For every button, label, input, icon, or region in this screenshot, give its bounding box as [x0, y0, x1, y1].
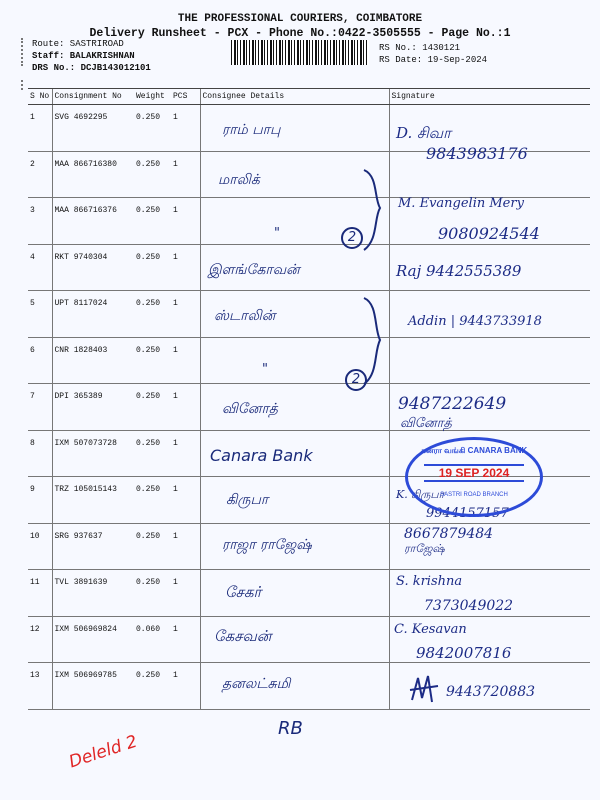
col-sno: S No: [28, 89, 52, 105]
consignment-no: UPT 8117024: [52, 291, 134, 338]
bracket-mark: [360, 168, 390, 252]
sno: 3: [28, 198, 52, 245]
rs-number: RS No.: 1430121: [379, 43, 461, 53]
pcs: 1: [171, 291, 200, 338]
handwritten-consignee: ஸ்டாலின்: [214, 308, 276, 324]
signature-phone: 9443720883: [446, 684, 536, 700]
ditto-mark: ": [274, 226, 280, 241]
weight: 0.250: [134, 151, 171, 198]
pcs: 1: [171, 105, 200, 152]
consignment-no: TVL 3891639: [52, 570, 134, 617]
handwritten-consignee: இளங்கோவன்: [208, 262, 300, 278]
consignment-no: MAA 866716380: [52, 151, 134, 198]
pcs: 1: [171, 663, 200, 710]
consignment-no: MAA 866716376: [52, 198, 134, 245]
stamp-bank-name: கனரா வங்கி CANARA BANK: [420, 446, 528, 455]
bracket-mark: [360, 296, 390, 386]
signature: S. krishna: [396, 574, 463, 589]
signature: D. சிவா: [396, 124, 451, 142]
bottom-initial: RB: [278, 718, 303, 739]
red-delivered-note: Deleld 2: [66, 731, 140, 773]
handwritten-consignee: வினோத்: [222, 401, 278, 417]
table-header: [28, 89, 590, 105]
weight: 0.250: [134, 663, 171, 710]
sno: 2: [28, 151, 52, 198]
sno: 5: [28, 291, 52, 338]
consignment-no: RKT 9740304: [52, 244, 134, 291]
weight: 0.250: [134, 244, 171, 291]
pcs: 1: [171, 430, 200, 477]
weight: 0.250: [134, 430, 171, 477]
col-pcs: PCS: [171, 89, 200, 105]
signature-phone: 9842007816: [416, 644, 512, 662]
handwritten-consignee: கேசவன்: [214, 627, 272, 645]
consignment-no: SVG 4692295: [52, 105, 134, 152]
handwritten-consignee: சேகர்: [225, 583, 262, 601]
route-label: Route: SASTRIROAD: [32, 39, 124, 49]
weight: 0.250: [134, 105, 171, 152]
sno: 8: [28, 430, 52, 477]
drs-number: DRS No.: DCJB143012101: [32, 63, 151, 73]
col-consignment: Consignment No: [52, 89, 134, 105]
table-row: [28, 337, 590, 384]
handwritten-consignee: மாலிக்: [218, 172, 260, 188]
weight: 0.250: [134, 291, 171, 338]
weight: 0.060: [134, 616, 171, 663]
circled-count: 2: [345, 369, 367, 391]
signature-scribble: [408, 672, 442, 706]
sno: 1: [28, 105, 52, 152]
ditto-mark: ": [262, 362, 268, 377]
pcs: 1: [171, 384, 200, 431]
company-title: THE PROFESSIONAL COURIERS, COIMBATORE: [177, 13, 423, 25]
pcs: 1: [171, 477, 200, 524]
consignment-no: DPI 365389: [52, 384, 134, 431]
signature: K. கிருபா: [396, 488, 445, 501]
consignment-no: IXM 506969785: [52, 663, 134, 710]
weight: 0.250: [134, 198, 171, 245]
consignment-no: CNR 1828403: [52, 337, 134, 384]
signature-phone: 9080924544: [438, 224, 540, 243]
handwritten-consignee: கிருபா: [226, 492, 269, 508]
signature-phone: 7373049022: [424, 598, 514, 614]
weight: 0.250: [134, 337, 171, 384]
consignment-no: IXM 506969824: [52, 616, 134, 663]
consignment-no: TRZ 105015143: [52, 477, 134, 524]
pcs: 1: [171, 244, 200, 291]
signature: C. Kesavan: [394, 622, 467, 637]
sno: 11: [28, 570, 52, 617]
signature-phone: 9843983176: [426, 144, 528, 163]
consignment-no: SRG 937637: [52, 523, 134, 570]
pcs: 1: [171, 616, 200, 663]
pcs: 1: [171, 198, 200, 245]
weight: 0.250: [134, 384, 171, 431]
handwritten-consignee: ராஜா ராஜேஷ்: [222, 537, 312, 553]
pcs: 1: [171, 151, 200, 198]
sno: 7: [28, 384, 52, 431]
col-signature: Signature: [389, 89, 590, 105]
handwritten-consignee: ராம் பாபு: [222, 122, 281, 138]
pcs: 1: [171, 337, 200, 384]
signature-phone: 9944157157: [426, 506, 509, 521]
weight: 0.250: [134, 523, 171, 570]
pcs: 1: [171, 570, 200, 617]
weight: 0.250: [134, 570, 171, 617]
signature-phone: 8667879484: [404, 526, 494, 542]
consignment-no: IXM 507073728: [52, 430, 134, 477]
rs-date: RS Date: 19-Sep-2024: [379, 55, 488, 65]
handwritten-consignee: Canara Bank: [210, 446, 313, 465]
signature: ராஜேஷ்: [404, 542, 445, 555]
sno: 4: [28, 244, 52, 291]
perforation: [21, 38, 27, 66]
runsheet-subtitle: Delivery Runsheet - PCX - Phone No.:0422-3505555 - Page No.:1: [89, 27, 511, 40]
signature-phone: Addin | 9443733918: [408, 314, 542, 329]
signature: M. Evangelin Mery: [398, 196, 524, 211]
stamp-date: 19 SEP 2024: [424, 464, 524, 482]
perforation: [21, 80, 27, 90]
barcode: [231, 40, 369, 65]
weight: 0.250: [134, 477, 171, 524]
signature-phone: Raj 9442555389: [396, 262, 522, 280]
signature-phone: 9487222649: [398, 394, 507, 414]
sno: 13: [28, 663, 52, 710]
circled-count: 2: [341, 227, 363, 249]
bank-stamp: [405, 437, 543, 517]
signature: வினோத்: [400, 416, 452, 431]
handwritten-consignee: தனலட்சுமி: [222, 676, 291, 692]
sno: 9: [28, 477, 52, 524]
col-consignee: Consignee Details: [200, 89, 389, 105]
col-weight: Weight: [134, 89, 171, 105]
sno: 6: [28, 337, 52, 384]
sno: 10: [28, 523, 52, 570]
stamp-branch: SASTRI ROAD BRANCH: [440, 492, 508, 498]
sno: 12: [28, 616, 52, 663]
pcs: 1: [171, 523, 200, 570]
staff-label: Staff: BALAKRISHNAN: [32, 51, 135, 61]
signature-cell: [389, 337, 590, 384]
